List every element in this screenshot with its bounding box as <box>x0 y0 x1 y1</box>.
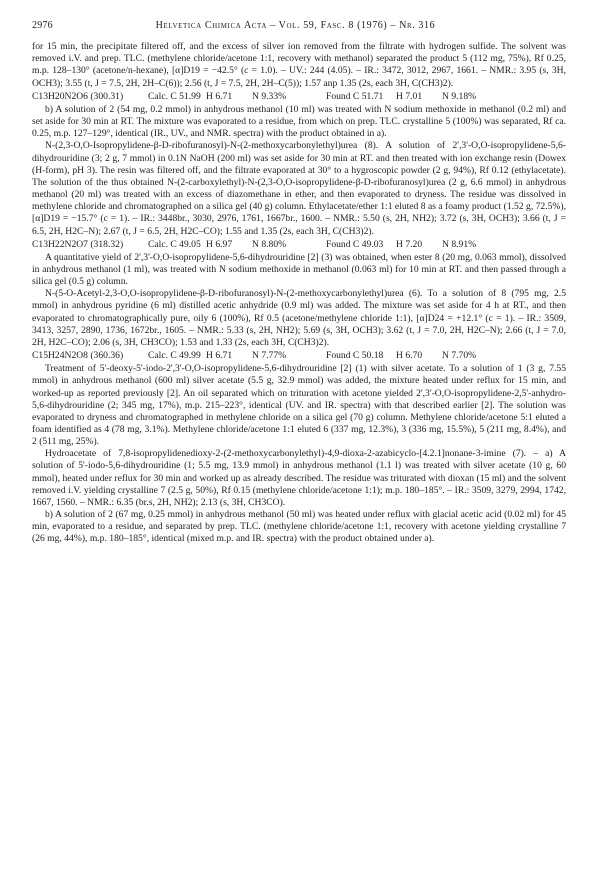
calc-c: Calc. C 51.99 <box>148 90 201 102</box>
found-c: Found C 49.03 <box>326 238 384 250</box>
found-h: H 7.20 <box>396 238 423 250</box>
paragraph-3: N-(2,3-O,O-Isopropylidene-β-D-ribofuranosyl)-N-(2-methoxycarbonylethyl)urea (8). A solution of 2',3'-O,O-isopropylidene-5,6-dihydrouridine (3; 2 g, 7 mmol) in 0.1N NaOH (200 ml) was set aside for 30 min at RT. and then treated with ion exchange resin (Dowex (H-form), pH 3). The resin was filtered off, and the filtrate evaporated at 30° to a hygroscopic powder (2 g, 94%), Rf 0.12 (ethylacetate). The solution of the thus obtained N-(2-carboxylethyl)-N-(2,3-O,O-isopropylidene-β-D-ribofuranosyl)urea (2 g, 6.6 mmol) in anhydrous methanol (20 ml) was treated with an excess of diazomethane in ether, and then evaporated to dryness. The residue was dissolved in methylene chloride and chromatographed on a silica gel (40 g) column. Ethylacetate/ether 1:1 eluted 8 as a foamy product (1.52 g, 72.5%), [α]D19 = −15.7° (c = 1). – IR.: 3448br., 3030, 2976, 1761, 1667br., 1600. – NMR.: 5.50 (s, 2H, NH2); 3.72 (s, 3H, OCH3); 3.66 (t, J = 6.5, 2H, H2C–N); 2.67 (t, J = 6.5, 2H, H2C–CO); 1.55 and 1.35 (2s, each 3H, C(CH3)2). <box>32 140 566 237</box>
calc-h: H 6.71 <box>206 350 233 362</box>
elemental-analysis-3 <box>32 350 566 362</box>
elemental-analysis-2 <box>32 239 566 251</box>
paragraph-7: Hydroacetate of 7,8-isopropylidenedioxy-2-(2-methoxycarbonylethyl)-4,9-dioxa-2-azabicyclo-[4.2.1]nonane-3-imine (7). – a) A solution of 5'-iodo-5,6-dihydrouridine (1; 5.5 mg, 13.9 mmol) in anhydrous methanol (1.1 l) was treated with silver acetate (10 g, 60 mmol), heated under reflux for 30 min and worked up as already described. The residue was triturated with dioxan (15 ml) and the solvent removed i.V. yielding crystalline 7 (2.5 g, 50%), Rf 0.15 (methylene chloride/acetone 1:1); m.p. 180–185°. – IR.: 3509, 3279, 2994, 1742, 1667, 1560. – NMR.: 6.35 (br.s, 2H, NH2); 2.13 (s, 3H, CH3CO). <box>32 448 566 508</box>
paragraph-8: b) A solution of 2 (67 mg, 0.25 mmol) in anhydrous methanol (50 ml) was heated under reflux with glacial acetic acid (0.02 ml) for 45 min, evaporated to a residue, and separated by prep. TLC. (methylene chloride/acetone 1:1, recovery with acetone yielding crystalline 7 (26 mg, 44%), m.p. 180–185°, identical (mixed m.p. and IR. spectra) with the product obtained under a). <box>32 509 566 545</box>
found-n: N 9.18% <box>442 90 477 102</box>
formula-name: C15H24N2O8 (360.36) <box>32 350 124 362</box>
journal-title: Helvetica Chimica Acta – Vol. 59, Fasc. 8 (1976) – Nr. 316 <box>155 20 436 31</box>
page-number: 2976 <box>32 20 53 31</box>
found-c: Found C 50.18 <box>326 350 384 362</box>
found-n: N 7.70% <box>442 350 477 362</box>
found-h: H 6.70 <box>396 350 423 362</box>
paragraph-4: A quantitative yield of 2',3'-O,O-isopropylidene-5,6-dihydrouridine [2] (3) was obtained, when ester 8 (20 mg, 0.063 mmol), dissolved in anhydrous methanol (1 ml), was treated with N sodium methoxide in methanol (0.063 ml) for 10 min at RT. and then passed through a silica gel (0.5 g) column. <box>32 251 566 288</box>
elemental-analysis-1 <box>32 91 566 103</box>
paragraph-2: b) A solution of 2 (54 mg, 0.2 mmol) in anhydrous methanol (10 ml) was treated with N sodium methoxide in methanol (0.2 ml) and set aside for 30 min at RT. The mixture was evaporated to a residue, from which on prep. TLC. crystalline 5 (100%) was separated, Rf ca. 0.25, m.p. 127–129°, identical (IR., UV., and NMR. spectra) with the product obtained in a). <box>32 103 566 140</box>
formula-name: C13H22N2O7 (318.32) <box>32 238 124 250</box>
paragraph-6: Treatment of 5'-deoxy-5'-iodo-2',3'-O,O-isopropylidene-5,6-dihydrouridine [2] (1) with silver acetate. To a solution of 1 (3 g, 7.55 mmol) in anhydrous methanol (600 ml) silver acetate (5.5 g, 32.9 mmol) was added, the mixture heated under reflux for 15 min, and worked-up as reported previously [2]. An oil separated which on trituration with acetone yielded 2',3'-O,O-isopropylidene-2,5'-anhydro-5,6-dihydrouridine (2; 345 mg, 17%), m.p. 215–223°, identical (UV. and IR. spectra) with that described earlier [2]. The solution was evaporated to dryness and chromatographed in methylene chloride on a silica gel (70 g) column. Methylene chloride/acetone 5:1 eluted a foam identified as 4 (78 mg, 3.1%). Methylene chloride/acetone 1:1 eluted 6 (337 mg, 12.3%), 3 (336 mg, 15.5%), 5 (211 mg, 8.4%), and 2 (511 mg, 25%). <box>32 363 566 448</box>
calc-n: N 8.80% <box>252 238 287 250</box>
paragraph-5: N-(5-O-Acetyl-2,3-O,O-isopropylidene-β-D-ribofuranosyl)-N-(2-methoxycarbonylethyl)urea (6). To a solution of 8 (795 mg, 2.5 mmol) in anhydrous pyridine (6 ml) distilled acetic anhydride (0.9 ml) was added. The mixture was set aside for 4 h at RT., and then evaporated to chromatographically pure, oily 6 (100%), Rf 0.5 (acetone/methylene chloride 1:1), [α]D24 = +12.1° (c = 1). – IR.: 3509, 3413, 3257, 2890, 1736, 1672br., 1605. – NMR.: 5.33 (s, 2H, NH2); 5.69 (s, 3H, OCH3); 3.62 (t, J = 7.0, 2H, H2C–N); 2.66 (t, J = 7.0, 2H, H2C–CO); 2.06 (s, 3H, CH3CO); 1.53 and 1.33 (2s, each 3H, C(CH3)2). <box>32 288 566 348</box>
paragraph-1: for 15 min, the precipitate filtered off, and the excess of silver ion removed from the filtrate with hydrogen sulfide. The solvent was removed i.V. and prep. TLC. (methylene chloride/acetone 1:1, recovery with methanol) separated the product 5 (112 mg, 75%), Rf 0.25, m.p. 128–130° (acetone/n-hexane), [α]D19 = −42.5° (c = 1.0). – UV.: 244 (4.05). – IR.: 3472, 3012, 2967, 1661. – NMR.: 3.95 (s, 3H, OCH3); 3.55 (t, J = 7.5, 2H, 2H–C(6)); 2.56 (t, J = 7.5, 2H, 2H–C(5)); 1.57 anp 1.35 (2s, each 3H, C(CH3)2). <box>32 41 566 89</box>
calc-c: Calc. C 49.99 <box>148 350 201 362</box>
calc-h: H 6.97 <box>206 238 233 250</box>
found-h: H 7.01 <box>396 90 423 102</box>
found-n: N 8.91% <box>442 238 477 250</box>
formula-name: C13H20N2O6 (300.31) <box>32 90 124 102</box>
calc-h: H 6.71 <box>206 90 233 102</box>
found-c: Found C 51.71 <box>326 90 384 102</box>
calc-c: Calc. C 49.05 <box>148 238 201 250</box>
calc-n: N 9.33% <box>252 90 287 102</box>
calc-n: N 7.77% <box>252 350 287 362</box>
running-header <box>32 20 566 32</box>
